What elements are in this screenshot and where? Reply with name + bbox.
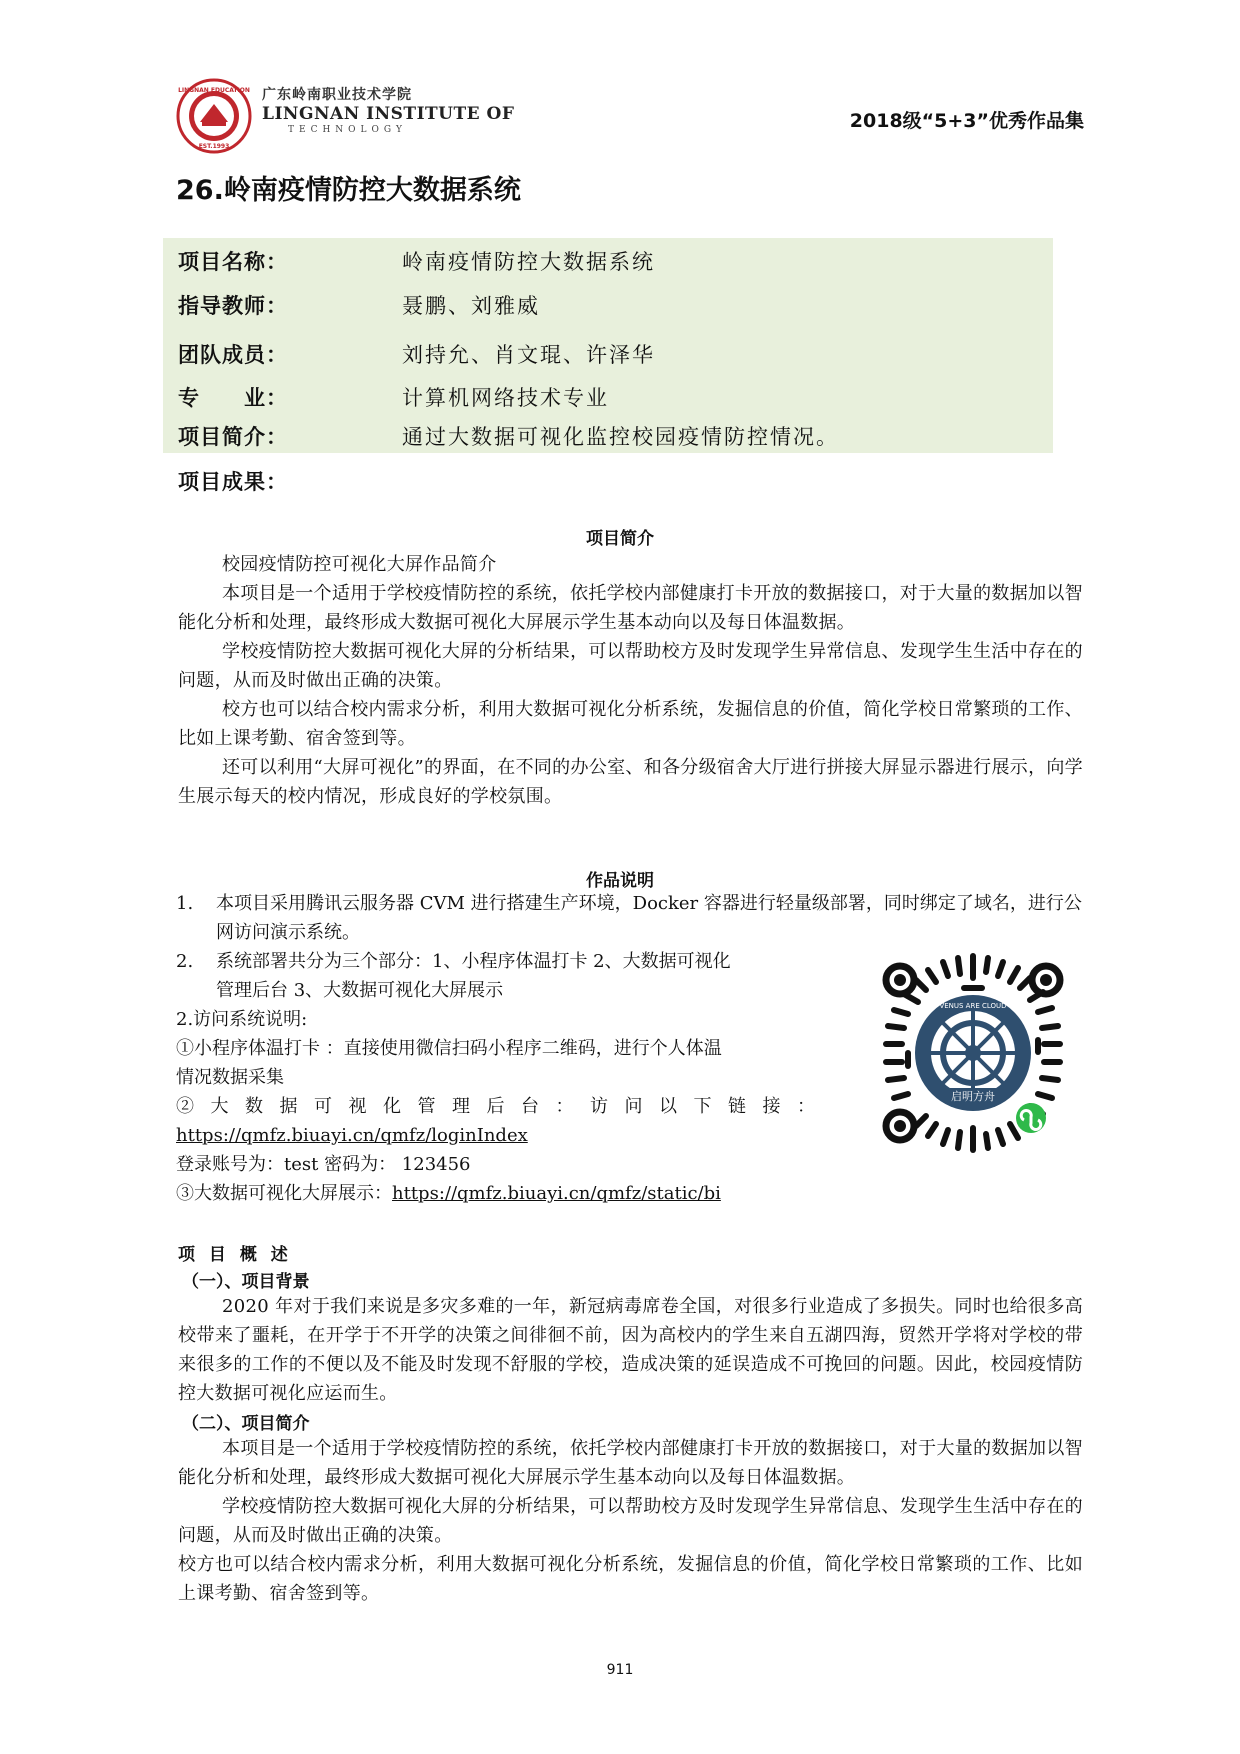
section-heading: 项目简介 (586, 529, 654, 549)
intro-line: 校园疫情防控可视化大屏作品简介 (222, 554, 497, 575)
background-paragraph: 2020 年对于我们来说是多灾多难的一年，新冠病毒席卷全国，对很多行业造成了多损失。同时也给很多高校带来了噩耗，在开学于不开学的决策之间徘徊不前，因为高校内的学生来自五湖四海，贸然开学将对学校的带来很多的工作的不便以及不能及时发现不舒服的学校，造成决策的延误造成不可挽回的问题。因此，校园疫情防控大数据可视化应运而生。 (178, 1296, 1083, 1404)
intro-text (178, 550, 1083, 811)
access-2: ②大数据可视化管理后台：访问以下链接： (176, 1096, 832, 1117)
list-text: 管理后台 3、大数据可视化大屏展示 (216, 980, 504, 1001)
project-intro-heading: （二）、项目简介 (182, 1414, 310, 1434)
college-name-cn: 广东岭南职业技术学院 (262, 87, 412, 103)
intro-line: 本项目是一个适用于学校疫情防控的系统，依托学校内部健康打卡开放的数据接口，对于大量的数据加以智能化分析和处理，最终形成大数据可视化大屏展示学生基本动向以及每日体温数据。 (178, 583, 1083, 633)
background-text (178, 1292, 1083, 1408)
access-title: 2.访问系统说明: (176, 1009, 308, 1030)
page-title: 26.岭南疫情防控大数据系统 (176, 175, 521, 206)
info-value: 刘持允、肖文琨、许泽华 (402, 343, 655, 367)
info-label: 团队成员： (178, 343, 288, 367)
bigscreen-link[interactable]: https://qmfz.biuayi.cn/qmfz/static/bi (392, 1183, 721, 1204)
intro-line: 校方也可以结合校内需求分析，利用大数据可视化分析系统，发掘信息的价值，简化学校日常繁琐的工作、比如上课考勤、宿舍签到等。 (178, 699, 1083, 749)
access-1b: 情况数据采集 (176, 1067, 284, 1088)
background-heading: （一）、项目背景 (182, 1272, 310, 1292)
list-text-body: 本项目采用腾讯云服务器 CVM 进行搭建生产环境，Docker 容器进行轻量级部署，同时绑定了域名，进行公网访问演示系统。 (216, 893, 1082, 943)
overview-heading: 项 目 概 述 (178, 1245, 292, 1265)
list-text (216, 889, 1084, 947)
section-heading: 作品说明 (586, 871, 654, 891)
info-label: 项目名称： (178, 250, 288, 274)
info-label: 项目成果： (178, 470, 288, 494)
college-name-en: LINGNAN INSTITUTE OF (262, 104, 515, 124)
access-3: ③大数据可视化大屏展示： (176, 1183, 392, 1204)
intro-line: 学校疫情防控大数据可视化大屏的分析结果，可以帮助校方及时发现学生异常信息、发现学生生活中存在的问题，从而及时做出正确的决策。 (178, 641, 1083, 691)
list-number: 1. (176, 893, 194, 914)
qr-text-top: VENUS ARE CLOUD (939, 1002, 1007, 1010)
info-value: 计算机网络技术专业 (402, 386, 609, 410)
logo-text-bottom: EST.1993 (198, 143, 230, 150)
works-item-2 (176, 947, 856, 1005)
project-intro-paragraph: 本项目是一个适用于学校疫情防控的系统，依托学校内部健康打卡开放的数据接口，对于大量的数据加以智能化分析和处理，最终形成大数据可视化大屏展示学生基本动向以及每日体温数据。 (178, 1438, 1083, 1488)
page-number: 911 (606, 1662, 634, 1678)
project-intro-paragraph: 校方也可以结合校内需求分析，利用大数据可视化分析系统，发掘信息的价值，简化学校日常繁琐的工作、比如上课考勤、宿舍签到等。 (178, 1554, 1083, 1604)
works-item-1 (176, 889, 1086, 947)
list-number: 2. (176, 951, 194, 972)
info-label: 专 业： (178, 386, 288, 410)
info-label: 指导教师： (178, 294, 288, 318)
access-block (176, 1005, 856, 1208)
collection-title: 2018级“5+3”优秀作品集 (849, 110, 1084, 132)
list-text: 系统部署共分为三个部分：1、小程序体温打卡 2、大数据可视化 (216, 951, 731, 972)
mini-program-qr-code (868, 948, 1078, 1158)
intro-line: 还可以利用“大屏可视化”的界面，在不同的办公室、和各分级宿舍大厅进行拼接大屏显示器进行展示，向学生展示每天的校内情况，形成良好的学校氛围。 (178, 757, 1083, 807)
project-intro-text (178, 1434, 1083, 1608)
college-name-en-2: TECHNOLOGY (288, 125, 407, 135)
login-info: 登录账号为：test 密码为： 123456 (176, 1154, 471, 1175)
college-logo (176, 78, 252, 154)
project-intro-paragraph: 学校疫情防控大数据可视化大屏的分析结果，可以帮助校方及时发现学生异常信息、发现学生生活中存在的问题，从而及时做出正确的决策。 (178, 1496, 1083, 1546)
access-1a: ①小程序体温打卡 ：直接使用微信扫码小程序二维码，进行个人体温 (176, 1038, 722, 1059)
info-value: 聂鹏、刘雅威 (402, 294, 540, 318)
logo-text-top: LINGNAN EDUCATION (178, 87, 250, 94)
admin-link[interactable]: https://qmfz.biuayi.cn/qmfz/loginIndex (176, 1125, 528, 1146)
info-label: 项目简介： (178, 425, 288, 449)
qr-text-bottom: 启明方舟 (951, 1090, 995, 1103)
info-value: 岭南疫情防控大数据系统 (402, 250, 655, 274)
info-value: 通过大数据可视化监控校园疫情防控情况。 (402, 425, 839, 449)
